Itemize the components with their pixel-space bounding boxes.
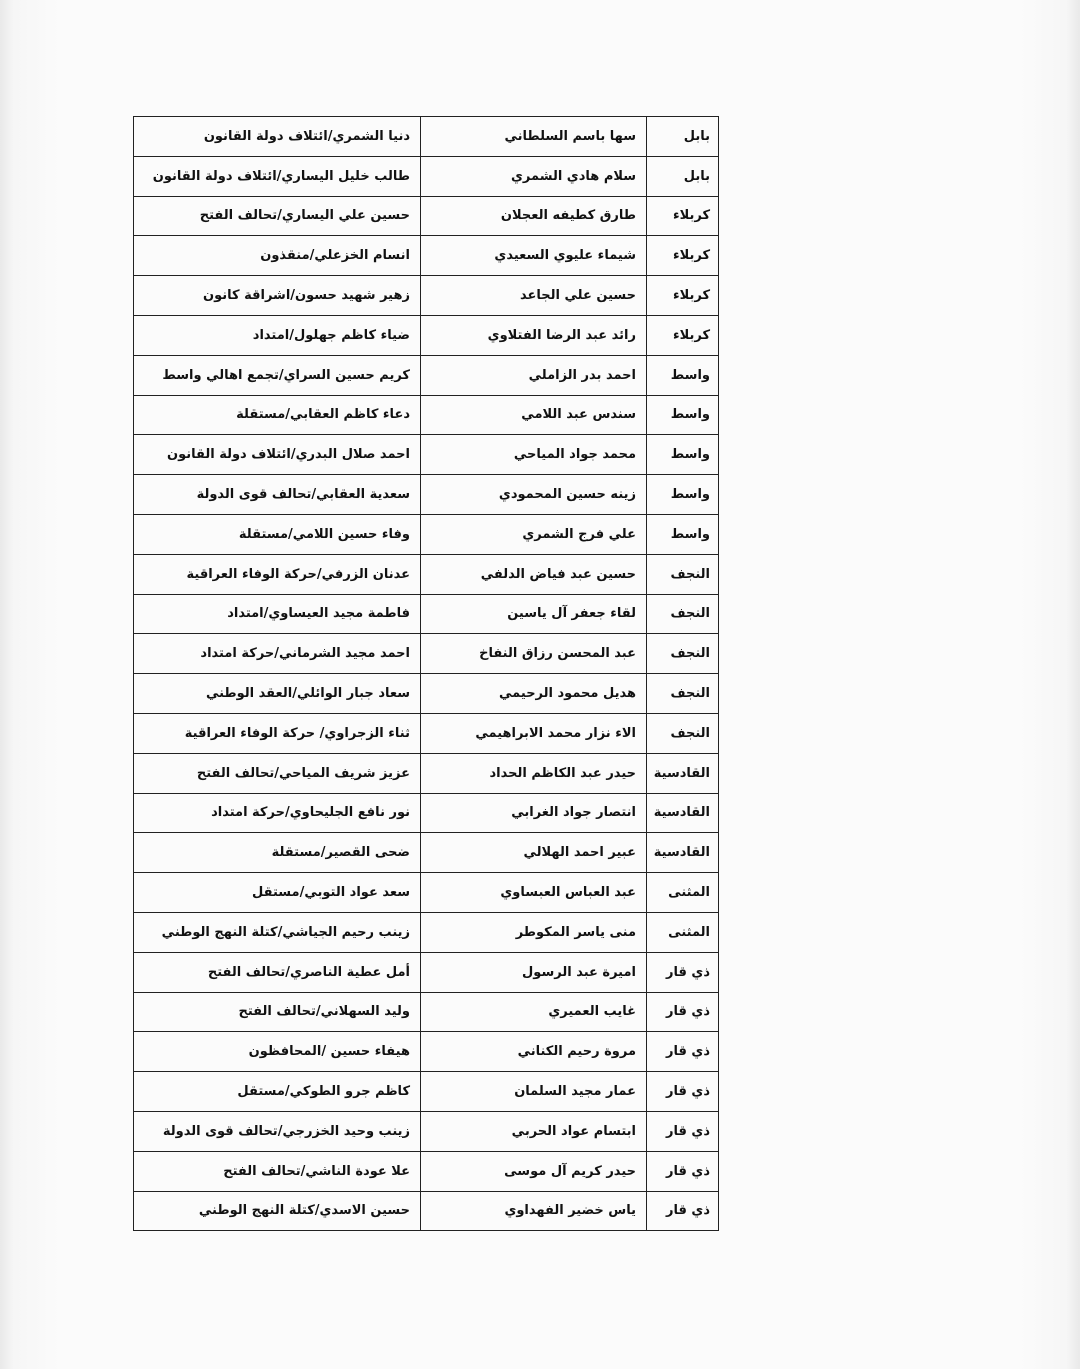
- table-row: [134, 594, 719, 634]
- governorate-cell: النجف: [647, 594, 719, 634]
- governorate-cell: واسط: [647, 514, 719, 554]
- replacement-cell: وفاء حسين اللامي/مستقلة: [134, 514, 421, 554]
- member-name-cell: عبد المحسن رزاق النفاخ: [421, 634, 647, 674]
- table-row: [134, 276, 719, 316]
- governorate-cell: النجف: [647, 713, 719, 753]
- replacement-cell: سعاد جبار الوائلي/العقد الوطني: [134, 674, 421, 714]
- governorate-cell: النجف: [647, 674, 719, 714]
- member-name-cell: حسين عبد فياض الدلفي: [421, 554, 647, 594]
- replacement-cell: دعاء كاظم العقابي/مستقلة: [134, 395, 421, 435]
- table-row: [134, 395, 719, 435]
- replacement-cell: عزيز شريف المياحي/تحالف الفتح: [134, 753, 421, 793]
- replacement-cell: سعد عواد التوبي/مستقل: [134, 873, 421, 913]
- table-row: [134, 475, 719, 515]
- table-row: [134, 1191, 719, 1231]
- table-row: [134, 674, 719, 714]
- table-row: [134, 833, 719, 873]
- governorate-cell: النجف: [647, 634, 719, 674]
- replacement-cell: فاطمة مجيد العيساوي/امتداد: [134, 594, 421, 634]
- replacement-cell: عدنان الزرفي/حركة الوفاء العراقية: [134, 554, 421, 594]
- table-row: [134, 1072, 719, 1112]
- replacement-cell: ضحى القصير/مستقلة: [134, 833, 421, 873]
- table-row: [134, 236, 719, 276]
- table-row: [134, 1151, 719, 1191]
- replacement-cell: وليد السهلاني/تحالف الفتح: [134, 992, 421, 1032]
- replacement-cell: ثناء الزجراوي/ حركة الوفاء العراقية: [134, 713, 421, 753]
- governorate-cell: كربلاء: [647, 276, 719, 316]
- member-name-cell: رائد عبد الرضا الفتلاوي: [421, 315, 647, 355]
- document-table-container: [133, 116, 710, 1231]
- member-name-cell: هديل محمود الرحيمي: [421, 674, 647, 714]
- table-row: [134, 196, 719, 236]
- member-name-cell: احمد بدر الزاملي: [421, 355, 647, 395]
- table-row: [134, 355, 719, 395]
- table-row: [134, 713, 719, 753]
- member-name-cell: سلام هادي الشمري: [421, 156, 647, 196]
- replacement-cell: طالب خليل اليساري/ائتلاف دولة القانون: [134, 156, 421, 196]
- governorate-cell: واسط: [647, 355, 719, 395]
- governorate-cell: ذي قار: [647, 952, 719, 992]
- replacement-cell: سعدية العقابي/تحالف قوى الدولة: [134, 475, 421, 515]
- table-row: [134, 912, 719, 952]
- replacement-cell: حسين علي اليساري/تحالف الفتح: [134, 196, 421, 236]
- replacement-cell: نور نافع الجليحاوي/حركة امتداد: [134, 793, 421, 833]
- member-name-cell: محمد جواد المياحي: [421, 435, 647, 475]
- governorate-cell: القادسية: [647, 753, 719, 793]
- member-name-cell: زينه حسين المحمودي: [421, 475, 647, 515]
- member-name-cell: غايب العميري: [421, 992, 647, 1032]
- governorate-cell: ذي قار: [647, 1151, 719, 1191]
- replacement-cell: هيفاء حسين /المحافظون: [134, 1032, 421, 1072]
- table-row: [134, 554, 719, 594]
- governorate-cell: المثنى: [647, 873, 719, 913]
- governorate-cell: القادسية: [647, 833, 719, 873]
- replacement-cell: أمل عطية الناصري/تحالف الفتح: [134, 952, 421, 992]
- replacement-cell: انسام الخزعلي/منقذون: [134, 236, 421, 276]
- governorate-cell: بابل: [647, 156, 719, 196]
- governorate-cell: واسط: [647, 395, 719, 435]
- table-row: [134, 634, 719, 674]
- replacement-cell: دنيا الشمري/ائتلاف دولة القانون: [134, 117, 421, 157]
- governorate-cell: واسط: [647, 435, 719, 475]
- member-name-cell: عمار مجيد السلمان: [421, 1072, 647, 1112]
- table-body: [134, 117, 719, 1231]
- replacement-cell: احمد مجيد الشرماني/حركة امتداد: [134, 634, 421, 674]
- member-name-cell: حيدر كريم آل موسى: [421, 1151, 647, 1191]
- replacement-cell: ضياء كاظم جهلول/امتداد: [134, 315, 421, 355]
- replacement-table: [133, 116, 719, 1231]
- member-name-cell: حسين علي الجاعد: [421, 276, 647, 316]
- replacement-cell: حسين الاسدي/كتلة النهج الوطني: [134, 1191, 421, 1231]
- replacement-cell: علا عودة الناشي/تحالف الفتح: [134, 1151, 421, 1191]
- member-name-cell: اميرة عبد الرسول: [421, 952, 647, 992]
- governorate-cell: ذي قار: [647, 1032, 719, 1072]
- replacement-cell: كاظم جرو الطوكي/مستقل: [134, 1072, 421, 1112]
- member-name-cell: سندس عبد اللامي: [421, 395, 647, 435]
- governorate-cell: المثنى: [647, 912, 719, 952]
- member-name-cell: مروة رحيم الكناني: [421, 1032, 647, 1072]
- table-row: [134, 156, 719, 196]
- member-name-cell: انتصار جواد الغرابي: [421, 793, 647, 833]
- governorate-cell: القادسية: [647, 793, 719, 833]
- governorate-cell: كربلاء: [647, 236, 719, 276]
- member-name-cell: علي فرج الشمري: [421, 514, 647, 554]
- governorate-cell: كربلاء: [647, 315, 719, 355]
- replacement-cell: كريم حسين السراي/تجمع اهالي واسط: [134, 355, 421, 395]
- member-name-cell: شيماء عليوي السعيدي: [421, 236, 647, 276]
- governorate-cell: كربلاء: [647, 196, 719, 236]
- table-row: [134, 992, 719, 1032]
- member-name-cell: عبد العباس العبساوي: [421, 873, 647, 913]
- governorate-cell: بابل: [647, 117, 719, 157]
- governorate-cell: ذي قار: [647, 1191, 719, 1231]
- table-row: [134, 793, 719, 833]
- replacement-cell: زينب رحيم الجياشي/كتلة النهج الوطني: [134, 912, 421, 952]
- member-name-cell: سها باسم السلطاني: [421, 117, 647, 157]
- table-row: [134, 315, 719, 355]
- member-name-cell: لقاء جعفر آل ياسين: [421, 594, 647, 634]
- table-row: [134, 1111, 719, 1151]
- member-name-cell: منى ياسر المكوطر: [421, 912, 647, 952]
- table-row: [134, 952, 719, 992]
- member-name-cell: ياس خضير الفهداوي: [421, 1191, 647, 1231]
- governorate-cell: واسط: [647, 475, 719, 515]
- replacement-cell: زينب وحيد الخزرجي/تحالف قوى الدولة: [134, 1111, 421, 1151]
- replacement-cell: احمد صلال البدري/ائتلاف دولة القانون: [134, 435, 421, 475]
- table-row: [134, 1032, 719, 1072]
- governorate-cell: ذي قار: [647, 1111, 719, 1151]
- member-name-cell: الاء نزار محمد الابراهيمي: [421, 713, 647, 753]
- governorate-cell: ذي قار: [647, 992, 719, 1032]
- table-row: [134, 514, 719, 554]
- member-name-cell: عبير احمد الهلالي: [421, 833, 647, 873]
- member-name-cell: ابتسام عواد الحربي: [421, 1111, 647, 1151]
- member-name-cell: طارق كطيفه العجلان: [421, 196, 647, 236]
- table-row: [134, 117, 719, 157]
- governorate-cell: ذي قار: [647, 1072, 719, 1112]
- table-row: [134, 435, 719, 475]
- member-name-cell: حيدر عبد الكاظم الحداد: [421, 753, 647, 793]
- table-row: [134, 873, 719, 913]
- governorate-cell: النجف: [647, 554, 719, 594]
- table-row: [134, 753, 719, 793]
- replacement-cell: زهير شهيد حسون/اشراقة كانون: [134, 276, 421, 316]
